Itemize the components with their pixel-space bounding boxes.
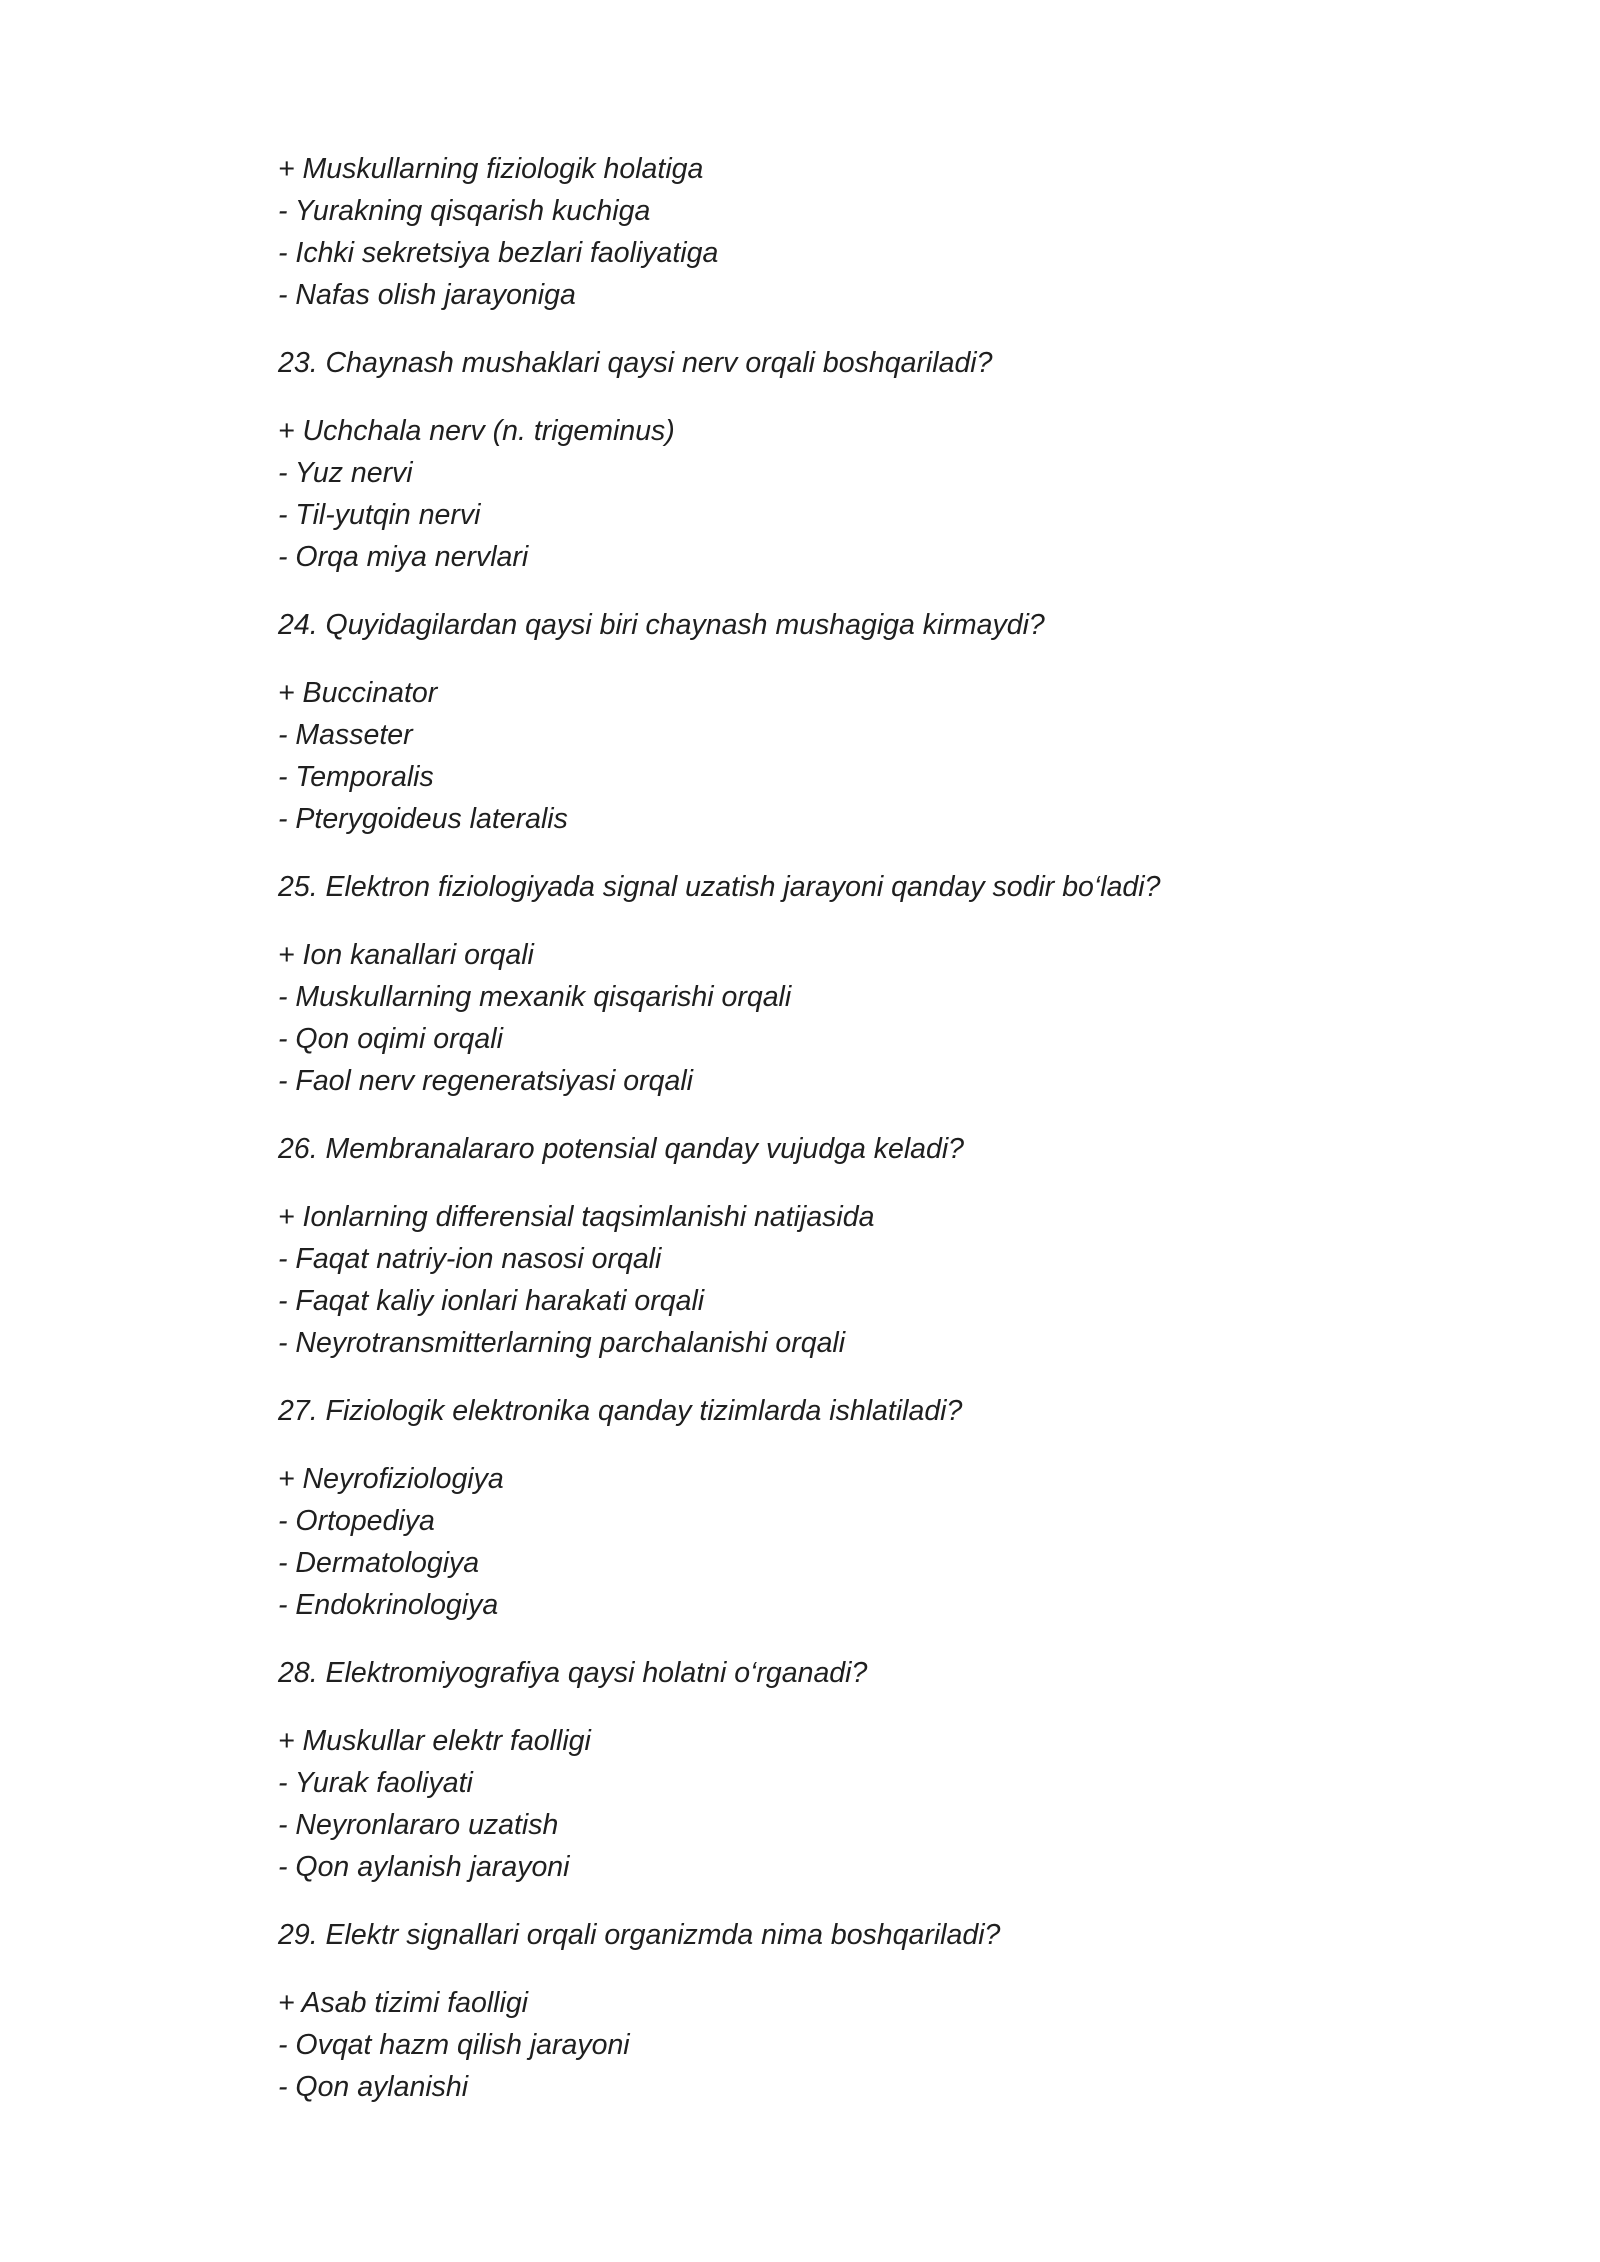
- answer-list-24: [278, 672, 1378, 840]
- answer-option: - Ichki sekretsiya bezlari faoliyatiga: [278, 237, 719, 269]
- answer-option: - Qon aylanishi: [278, 2071, 469, 2103]
- answer-option: + Neyrofiziologiya: [278, 1463, 504, 1495]
- answer-option: - Nafas olish jarayoniga: [278, 279, 576, 311]
- answer-option: - Qon aylanish jarayoni: [278, 1851, 570, 1883]
- question-27: 27. Fiziologik elektronika qanday tizimlarda ishlatiladi?: [278, 1395, 963, 1427]
- answer-option: + Uchchala nerv (n. trigeminus): [278, 415, 675, 447]
- answer-option: - Neyrotransmitterlarning parchalanishi orqali: [278, 1327, 846, 1359]
- question-23: 23. Chaynash mushaklari qaysi nerv orqali boshqariladi?: [278, 347, 993, 379]
- answer-option: - Faqat kaliy ionlari harakati orqali: [278, 1285, 705, 1317]
- answer-option: - Ortopediya: [278, 1505, 435, 1537]
- answer-option: - Yurakning qisqarish kuchiga: [278, 195, 651, 227]
- answer-option: - Til-yutqin nervi: [278, 499, 481, 531]
- answer-option: - Masseter: [278, 719, 413, 751]
- answer-list-23: [278, 410, 1378, 578]
- question-29: 29. Elektr signallari orqali organizmda nima boshqariladi?: [278, 1919, 1001, 1951]
- answer-option: - Yuz nervi: [278, 457, 413, 489]
- question-24: 24. Quyidagilardan qaysi biri chaynash mushagiga kirmaydi?: [278, 609, 1045, 641]
- answer-option: + Asab tizimi faolligi: [278, 1987, 529, 2019]
- answer-option: + Ionlarning differensial taqsimlanishi natijasida: [278, 1201, 875, 1233]
- answer-option: + Buccinator: [278, 677, 438, 709]
- answer-list-26: [278, 1196, 1378, 1364]
- answer-option: - Pterygoideus lateralis: [278, 803, 568, 835]
- question-26: 26. Membranalararo potensial qanday vujudga keladi?: [278, 1133, 965, 1165]
- answer-option: - Neyronlararo uzatish: [278, 1809, 559, 1841]
- answer-list-29: [278, 1982, 1378, 2108]
- answer-option: + Ion kanallari orqali: [278, 939, 534, 971]
- question-28: 28. Elektromiyografiya qaysi holatni o‘rganadi?: [278, 1657, 868, 1689]
- answer-option: + Muskullar elektr faolligi: [278, 1725, 591, 1757]
- question-25: 25. Elektron fiziologiyada signal uzatish jarayoni qanday sodir bo‘ladi?: [278, 871, 1161, 903]
- answer-option: - Qon oqimi orqali: [278, 1023, 503, 1055]
- answer-option: - Endokrinologiya: [278, 1589, 499, 1621]
- answer-option: - Ovqat hazm qilish jarayoni: [278, 2029, 630, 2061]
- answer-option: - Temporalis: [278, 761, 434, 793]
- answer-list-28: [278, 1720, 1378, 1888]
- answer-option: - Dermatologiya: [278, 1547, 480, 1579]
- answer-list-27: [278, 1458, 1378, 1626]
- answer-option: - Faol nerv regeneratsiyasi orqali: [278, 1065, 694, 1097]
- intro-answer-list: [278, 148, 1378, 316]
- answer-option: + Muskullarning fiziologik holatiga: [278, 153, 704, 185]
- answer-option: - Orqa miya nervlari: [278, 541, 529, 573]
- answer-option: - Muskullarning mexanik qisqarishi orqali: [278, 981, 792, 1013]
- answer-option: - Yurak faoliyati: [278, 1767, 473, 1799]
- answer-option: - Faqat natriy-ion nasosi orqali: [278, 1243, 662, 1275]
- answer-list-25: [278, 934, 1378, 1102]
- document-page: [278, 148, 1378, 2108]
